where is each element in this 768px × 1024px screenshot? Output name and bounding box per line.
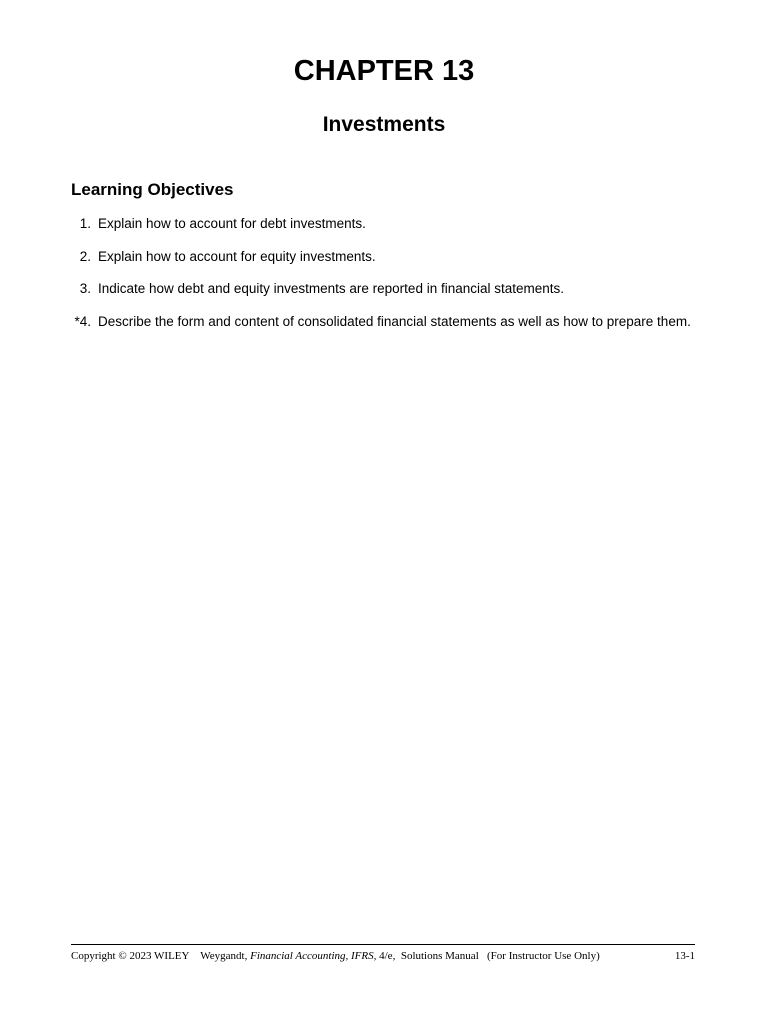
objective-text: Indicate how debt and equity investments are reported in financial statements.: [98, 281, 565, 296]
learning-objectives-heading: Learning Objectives: [71, 180, 234, 199]
objective-item: [0, 214, 768, 247]
objective-text: Explain how to account for debt investments.: [98, 216, 366, 231]
objective-number: 2.: [79, 248, 91, 264]
footer-author: Weygandt,: [200, 950, 248, 962]
chapter-number: CHAPTER 13: [293, 55, 475, 87]
footer-page-number: 13-1: [674, 950, 695, 962]
chapter-title: Investments: [322, 113, 446, 136]
learning-objectives-list: [0, 214, 768, 344]
footer-edition: 4/e,: [379, 950, 396, 962]
footer-book-title: Financial Accounting, IFRS,: [250, 950, 377, 962]
objective-number: 1.: [79, 216, 91, 231]
objective-number: *4.: [74, 313, 91, 329]
objective-item: [0, 247, 768, 280]
objective-item: [0, 279, 768, 312]
footer-note: (For Instructor Use Only): [487, 950, 600, 962]
footer-copyright: Copyright © 2023 WILEY: [71, 950, 190, 962]
objective-text: Describe the form and content of consolidated financial statements as well as how to prepare them.: [98, 313, 691, 329]
page-footer: [71, 948, 695, 964]
objective-text: Explain how to account for equity investments.: [98, 248, 376, 264]
objective-item: [0, 312, 768, 345]
objective-number: 3.: [79, 281, 91, 296]
footer-divider: [71, 944, 695, 945]
footer-manual: Solutions Manual: [400, 950, 479, 962]
